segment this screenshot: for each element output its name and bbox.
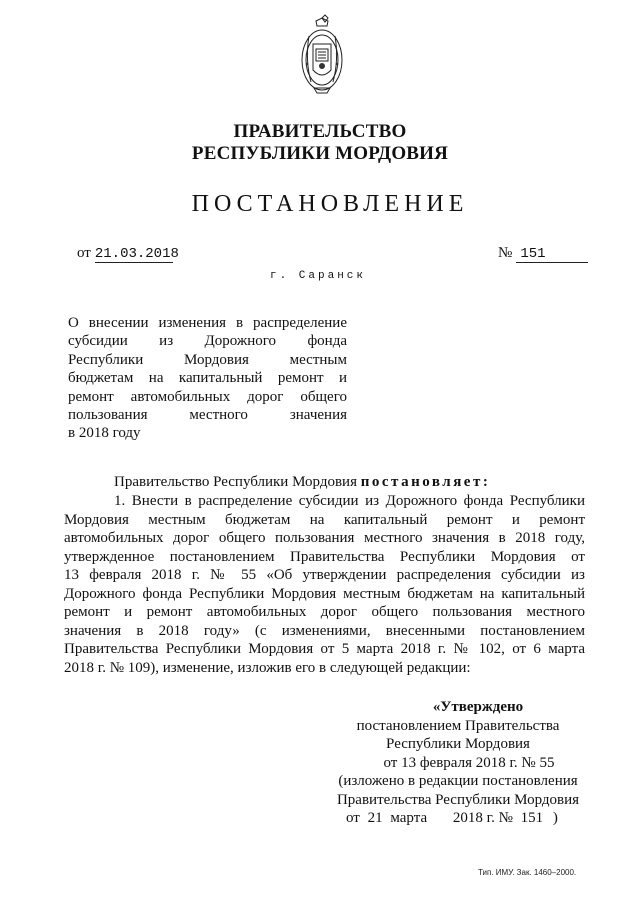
approval-line: Республики Мордовия — [386, 736, 530, 752]
body-line: Правительства Республики Мордовия от 5 марта 2018 г. № 102, от 6 марта — [64, 641, 585, 657]
approval-line: (изложено в редакции постановления — [338, 773, 578, 789]
body-line: значения в 2018 году» (с изменениями, внесенными постановлением — [64, 622, 585, 639]
body-line: Мордовия местным бюджетам на капитальный ремонт и ремонт — [64, 511, 585, 528]
subject-line: О внесении изменения в распределение — [68, 315, 347, 331]
approval-date-line — [318, 809, 598, 828]
body-line: ремонт и ремонт автомобильных дорог общего пользования местного — [64, 604, 585, 620]
number-prefix: № — [498, 245, 513, 261]
approval-line: Правительства Республики Мордовия — [336, 791, 580, 808]
body-line: Дорожного фонда Республики Мордовия местным бюджетам на капитальный — [64, 585, 585, 602]
approval-line: постановлением Правительства — [356, 717, 560, 734]
approval-line: от 13 февраля 2018 г. № 55 — [383, 754, 555, 771]
preamble — [114, 474, 490, 491]
date-prefix: от — [77, 245, 91, 261]
coat-of-arms-emblem — [299, 14, 345, 96]
approval-date-number: 151 — [520, 810, 544, 826]
date-field — [77, 244, 179, 263]
approval-date-day: 21 — [367, 810, 383, 826]
government-name-line1: ПРАВИТЕЛЬСТВО — [233, 121, 407, 142]
approval-block — [318, 698, 598, 828]
approval-date-month: марта — [390, 810, 428, 826]
preamble-text: Правительство Республики Мордовия — [114, 474, 357, 490]
number-value: 151 — [516, 246, 588, 263]
approval-date-year: 2018 г. № — [452, 810, 513, 826]
subject-line: Республики Мордовия местным — [68, 351, 347, 368]
government-name-line2: РЕСПУБЛИКИ МОРДОВИЯ — [191, 143, 449, 164]
subject-line: в 2018 году — [68, 425, 141, 442]
approval-heading: «Утверждено — [432, 699, 524, 715]
document-type-title: ПОСТАНОВЛЕНИЕ — [191, 191, 469, 217]
preamble-decree: постановляет: — [360, 474, 491, 490]
print-info: Тип. ИМУ. Зак. 1460–2000. — [478, 868, 577, 877]
date-value: 21.03.2018 — [94, 246, 179, 262]
body-paragraph — [64, 492, 585, 677]
body-line: утвержденное постановлением Правительства Республики Мордовия от — [64, 548, 585, 565]
city-label: г. Саранск — [270, 270, 367, 282]
subject-block — [68, 314, 347, 443]
body-line: 1. Внести в распределение субсидии из Дорожного фонда Республики — [114, 493, 585, 509]
body-line: 2018 г. № 109), изменение, изложив его в следующей редакции: — [64, 659, 471, 676]
subject-line: пользования местного значения — [68, 406, 347, 423]
number-field — [498, 244, 588, 263]
subject-line: субсидии из Дорожного фонда — [68, 333, 347, 350]
subject-line: бюджетам на капитальный ремонт и — [68, 370, 347, 387]
subject-line: ремонт автомобильных дорог общего — [68, 388, 347, 405]
body-line: 13 февраля 2018 г. № 55 «Об утверждении распределения субсидии из — [64, 567, 585, 583]
approval-date-prefix: от — [346, 810, 360, 826]
body-line: автомобильных дорог общего пользования местного значения в 2018 году, — [64, 530, 585, 546]
approval-date-suffix: ) — [552, 810, 558, 826]
